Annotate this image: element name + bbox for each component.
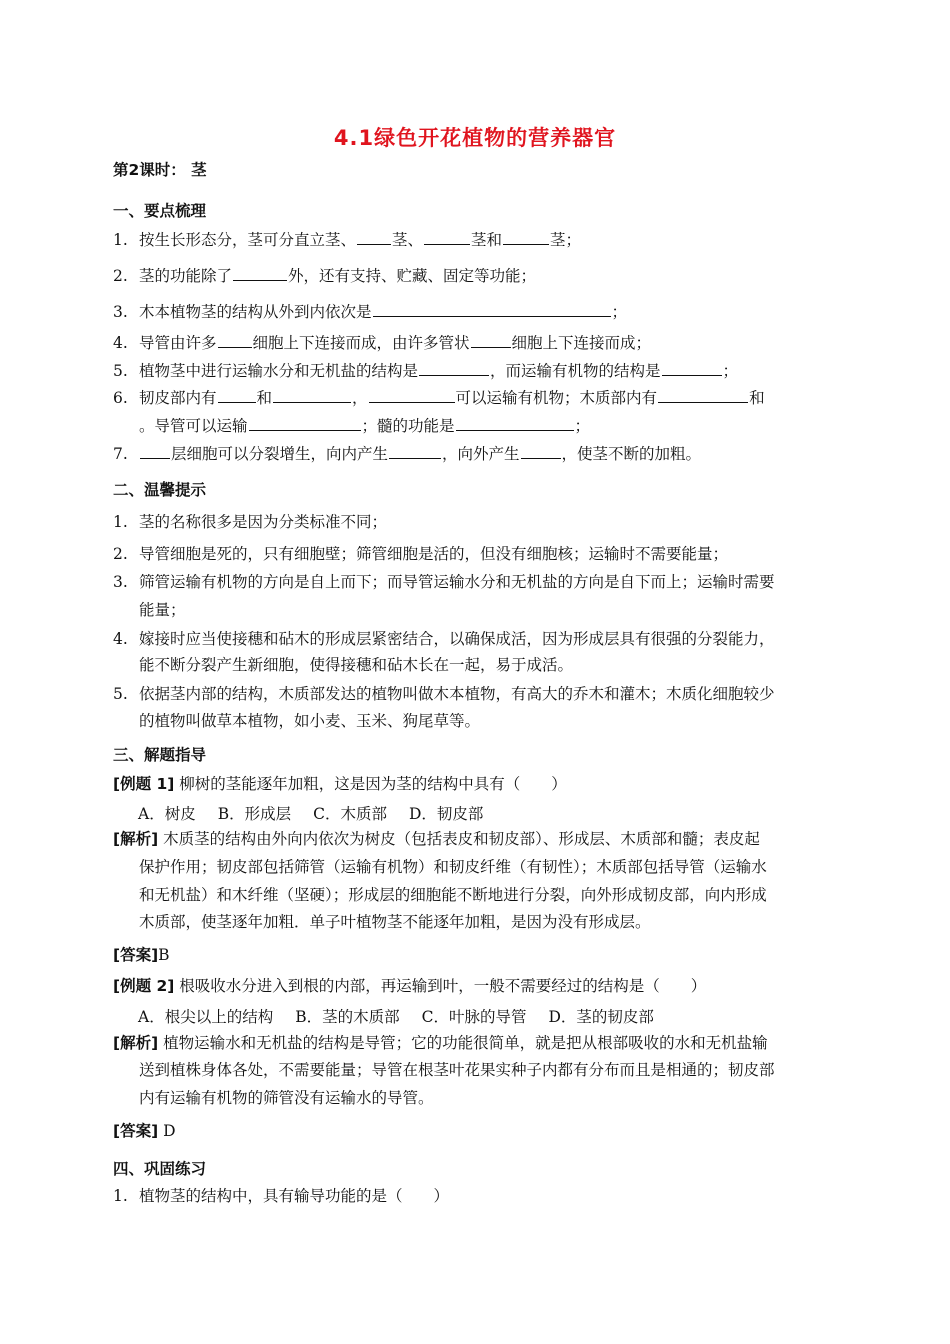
- item-number: 2.: [113, 545, 128, 563]
- item-text: 茎和: [471, 231, 503, 249]
- item-text: 按生长形态分，茎可分直立茎、: [139, 231, 357, 249]
- answer-blank[interactable]: [357, 228, 391, 245]
- answer-blank[interactable]: [419, 359, 489, 376]
- question-text: 柳树的茎能逐年加粗，这是因为茎的结构中具有（ ）: [179, 775, 567, 793]
- item-text: 茎的功能除了: [139, 267, 233, 285]
- list-item-continuation: 能不断分裂产生新细胞，使得接穗和砧木长在一起，易于成活。: [139, 656, 574, 674]
- answer-blank[interactable]: [662, 359, 722, 376]
- choice-option[interactable]: B．茎的木质部: [295, 1008, 400, 1026]
- section-heading-key-points: 一、要点梳理: [113, 202, 207, 220]
- choice-option[interactable]: D．韧皮部: [408, 805, 484, 823]
- item-text: 茎；: [550, 231, 582, 249]
- answer-blank[interactable]: [456, 414, 574, 431]
- analysis: [113, 825, 843, 854]
- item-text: 。导管可以运输: [139, 417, 248, 435]
- answer: [113, 1117, 843, 1146]
- item-text: 细胞上下连接而成，由许多管状: [252, 334, 470, 352]
- item-number: 7.: [113, 445, 128, 463]
- answer-tag: [答案]: [113, 1122, 159, 1140]
- list-item-continuation: 能量；: [139, 601, 186, 619]
- item-text: 细胞上下连接而成；: [511, 334, 652, 352]
- list-item: [113, 262, 843, 291]
- answer-blank[interactable]: [218, 386, 256, 403]
- answer-blank[interactable]: [373, 300, 611, 317]
- item-number: 6.: [113, 389, 128, 407]
- item-text: 和: [256, 389, 273, 407]
- answer-blank[interactable]: [424, 228, 470, 245]
- answer-value: B: [158, 946, 170, 964]
- answer: [113, 941, 843, 970]
- item-number: 5.: [113, 362, 128, 380]
- item-text: 植物茎中进行运输水分和无机盐的结构是: [139, 362, 419, 380]
- list-item: [113, 357, 843, 386]
- example-question: [113, 770, 843, 799]
- item-text: ；: [722, 362, 739, 380]
- answer-blank[interactable]: [218, 331, 252, 348]
- answer-blank[interactable]: [503, 228, 549, 245]
- item-text: ，使茎不断的加粗。: [561, 445, 702, 463]
- item-number: 2.: [113, 267, 128, 285]
- section-heading-practice: 四、巩固练习: [113, 1160, 207, 1178]
- analysis-text: 木质部，使茎逐年加粗．单子叶植物茎不能逐年加粗，是因为没有形成层。: [139, 913, 651, 931]
- list-item: [113, 329, 843, 358]
- answer-value: D: [163, 1122, 176, 1140]
- item-number: 3.: [113, 573, 128, 591]
- item-text: 茎的名称很多是因为分类标准不同；: [139, 513, 388, 531]
- item-text: 外，还有支持、贮藏、固定等功能；: [288, 267, 537, 285]
- item-text: ，而运输有机物的结构是: [490, 362, 661, 380]
- item-text: ；: [611, 303, 628, 321]
- analysis-text: 植物运输水和无机盐的结构是导管；它的功能很简单，就是把从根部吸收的水和无机盐输: [163, 1034, 768, 1052]
- item-text: 植物茎的结构中，具有输导功能的是（ ）: [139, 1187, 450, 1205]
- item-text: 依据茎内部的结构，木质部发达的植物叫做木本植物，有高大的乔木和灌木；木质化细胞较少: [139, 685, 775, 703]
- item-text: 导管细胞是死的，只有细胞壁；筛管细胞是活的，但没有细胞核；运输时不需要能量；: [139, 545, 729, 563]
- item-number: 5.: [113, 685, 128, 703]
- item-text: 可以运输有机物；木质部内有: [455, 389, 658, 407]
- item-text: ；髓的功能是: [361, 417, 455, 435]
- item-text: ；: [574, 417, 591, 435]
- choice-option[interactable]: C．木质部: [313, 805, 387, 823]
- list-item-continuation: 的植物叫做草本植物，如小麦、玉米、狗尾草等。: [139, 712, 481, 730]
- example-question: [113, 972, 843, 1001]
- item-text: 和: [749, 389, 765, 407]
- choice-option[interactable]: C．叶脉的导管: [421, 1008, 527, 1026]
- analysis-text: 内有运输有机物的筛管没有运输水的导管。: [139, 1089, 434, 1107]
- analysis: [113, 1029, 843, 1058]
- answer-blank[interactable]: [369, 386, 455, 403]
- list-item: [113, 508, 843, 537]
- answer-blank[interactable]: [249, 414, 361, 431]
- list-item: [113, 298, 843, 327]
- choice-option[interactable]: A．根尖以上的结构: [138, 1008, 274, 1026]
- list-item: [113, 226, 843, 255]
- choice-option[interactable]: A．树皮: [138, 805, 196, 823]
- list-item: [113, 680, 843, 709]
- analysis-tag: [解析]: [113, 1034, 159, 1052]
- list-item: [113, 440, 843, 469]
- example-tag: [例题 2]: [113, 977, 175, 995]
- item-number: 1.: [113, 513, 128, 531]
- answer-blank[interactable]: [471, 331, 511, 348]
- analysis-tag: [解析]: [113, 830, 159, 848]
- item-text: 嫁接时应当使接穗和砧木的形成层紧密结合，以确保成活，因为形成层具有很强的分裂能力，: [139, 630, 775, 648]
- question-text: 根吸收水分进入到根的内部，再运输到叶，一般不需要经过的结构是（ ）: [179, 977, 707, 995]
- item-number: 4.: [113, 630, 128, 648]
- item-number: 3.: [113, 303, 128, 321]
- answer-blank[interactable]: [389, 442, 441, 459]
- analysis-text: 木质茎的结构由外向内依次为树皮（包括表皮和韧皮部）、形成层、木质部和髓；表皮起: [163, 830, 760, 848]
- choice-option[interactable]: B．形成层: [217, 805, 292, 823]
- answer-blank[interactable]: [140, 442, 170, 459]
- list-item: [113, 1182, 843, 1211]
- item-text: 筛管运输有机物的方向是自上而下；而导管运输水分和无机盐的方向是自下而上；运输时需要: [139, 573, 775, 591]
- analysis-text: 保护作用；韧皮部包括筛管（运输有机物）和韧皮纤维（有韧性）；木质部包括导管（运输水: [139, 858, 767, 876]
- item-text: 层细胞可以分裂增生，向内产生: [171, 445, 389, 463]
- list-item: [113, 384, 843, 413]
- item-number: 4.: [113, 334, 128, 352]
- answer-blank[interactable]: [233, 264, 287, 281]
- lesson-label: 第2课时： 茎: [113, 161, 207, 179]
- item-number: 1.: [113, 1187, 128, 1205]
- answer-blank[interactable]: [273, 386, 351, 403]
- page-title: 4.1绿色开花植物的营养器官: [333, 126, 617, 150]
- item-text: 导管由许多: [139, 334, 217, 352]
- item-text: 茎、: [392, 231, 424, 249]
- answer-blank[interactable]: [658, 386, 748, 403]
- choice-list: [138, 1005, 676, 1027]
- list-item-continuation: [139, 412, 590, 441]
- analysis-text: 和无机盐）和木纤维（坚硬）；形成层的细胞能不断地进行分裂，向外形成韧皮部，向内形成: [139, 886, 767, 904]
- list-item: [113, 568, 843, 597]
- section-heading-tips: 二、温馨提示: [113, 481, 207, 499]
- item-text: ，向外产生: [442, 445, 520, 463]
- analysis-text: 送到植株身体各处，不需要能量；导管在根茎叶花果实种子内都有分布而且是相通的；韧皮部: [139, 1061, 775, 1079]
- item-text: 木本植物茎的结构从外到内依次是: [139, 303, 372, 321]
- list-item: [113, 625, 843, 654]
- choice-option[interactable]: D．茎的韧皮部: [548, 1008, 654, 1026]
- answer-tag: [答案]: [113, 946, 159, 964]
- item-text: ，: [352, 389, 368, 407]
- answer-blank[interactable]: [521, 442, 561, 459]
- section-heading-solving-guide: 三、解题指导: [113, 746, 207, 764]
- choice-list: [138, 802, 505, 824]
- example-tag: [例题 1]: [113, 775, 175, 793]
- item-text: 韧皮部内有: [139, 389, 217, 407]
- list-item: [113, 540, 843, 569]
- item-number: 1.: [113, 231, 128, 249]
